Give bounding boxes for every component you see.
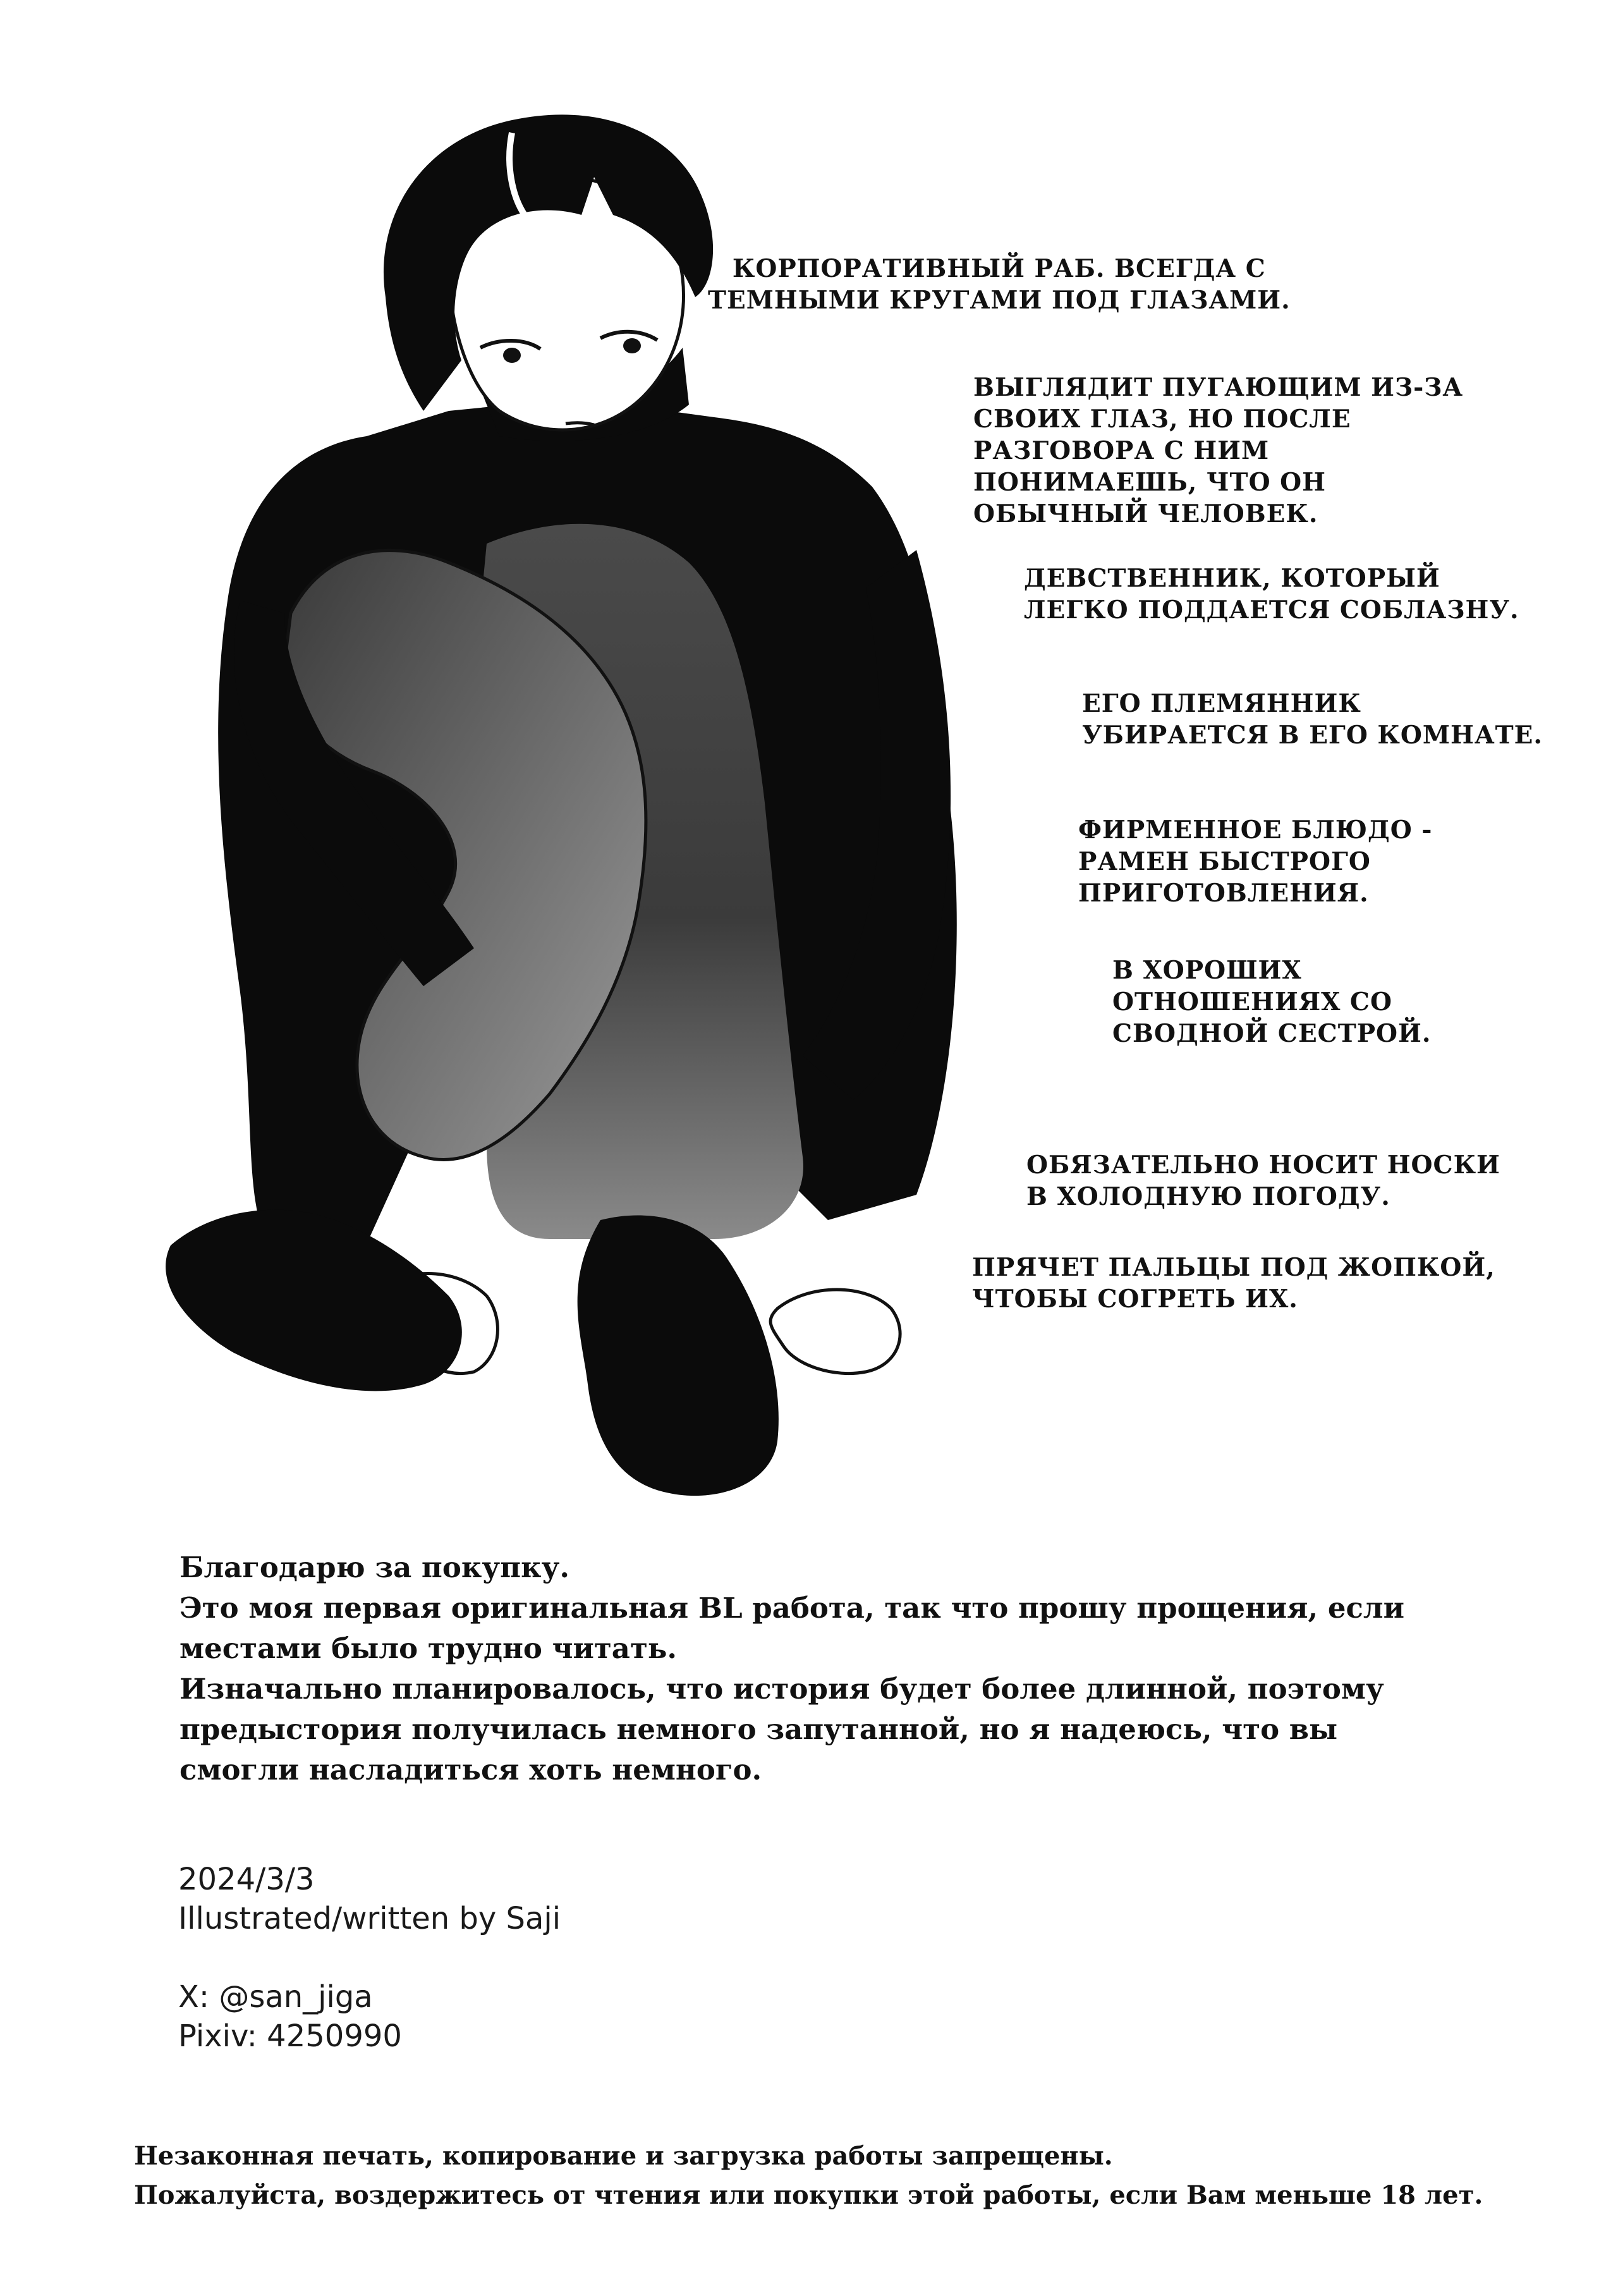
- caption-line: ДЕВСТВЕННИК, КОТОРЫЙ: [1024, 564, 1440, 593]
- caption-line: ЧТОБЫ СОГРЕТЬ ИХ.: [972, 1285, 1298, 1314]
- author-credit: Illustrated/written by Saji: [178, 1901, 561, 1936]
- afterword-line: Это моя первая оригинальная BL работа, так что прошу прощения, если: [179, 1591, 1405, 1625]
- character-illustration: [95, 107, 1106, 1530]
- afterword-line: Благодарю за покупку.: [179, 1551, 570, 1584]
- credits-block: [178, 1860, 561, 1938]
- social-block: [178, 1977, 402, 2056]
- caption-line: ВЫГЛЯДИТ ПУГАЮЩИМ ИЗ-ЗА: [973, 373, 1464, 402]
- caption-line: ОБЫЧНЫЙ ЧЕЛОВЕК.: [973, 499, 1318, 528]
- afterword-line: местами было трудно читать.: [179, 1632, 678, 1665]
- afterword-line: смогли насладиться хоть немного.: [179, 1753, 762, 1786]
- caption-line: РАМЕН БЫСТРОГО: [1078, 847, 1371, 876]
- caption-line: СВОДНОЙ СЕСТРОЙ.: [1112, 1019, 1432, 1048]
- caption-line: ПРИГОТОВЛЕНИЯ.: [1078, 879, 1369, 908]
- afterword-line: предыстория получилась немного запутанной, но я надеюсь, что вы: [179, 1713, 1338, 1746]
- caption-line: ФИРМЕННОЕ БЛЮДО -: [1078, 815, 1433, 845]
- caption-line: ЕГО ПЛЕМЯННИК: [1082, 689, 1361, 718]
- caption-line: В ХОЛОДНУЮ ПОГОДУ.: [1026, 1182, 1390, 1211]
- caption-line: СВОИХ ГЛАЗ, НО ПОСЛЕ: [973, 405, 1351, 434]
- right-foot: [578, 1216, 779, 1496]
- right-hand: [770, 1290, 900, 1374]
- caption-5: [1078, 814, 1432, 909]
- caption-4: [1082, 688, 1543, 751]
- pixiv-id: Pixiv: 4250990: [178, 2018, 402, 2054]
- caption-line: ПРЯЧЕТ ПАЛЬЦЫ ПОД ЖОПКОЙ,: [972, 1253, 1495, 1282]
- afterword: [179, 1548, 1404, 1790]
- caption-3: [1024, 563, 1519, 626]
- caption-line: ПОНИМАЕШЬ, ЧТО ОН: [973, 468, 1326, 497]
- caption-6: [1112, 955, 1431, 1049]
- caption-line: ОТНОШЕНИЯХ СО: [1112, 987, 1392, 1017]
- legal-line: Незаконная печать, копирование и загрузка работы запрещены.: [134, 2141, 1113, 2171]
- caption-line: ТЕМНЫМИ КРУГАМИ ПОД ГЛАЗАМИ.: [708, 286, 1291, 315]
- publish-date: 2024/3/3: [178, 1862, 315, 1897]
- caption-line: УБИРАЕТСЯ В ЕГО КОМНАТЕ.: [1082, 721, 1543, 750]
- caption-line: КОРПОРАТИВНЫЙ РАБ. ВСЕГДА С: [732, 254, 1266, 283]
- caption-7: [1026, 1149, 1500, 1212]
- x-handle: X: @san_jiga: [178, 1979, 373, 2015]
- caption-line: В ХОРОШИХ: [1112, 956, 1302, 985]
- caption-2: [973, 372, 1463, 530]
- caption-1: [708, 253, 1291, 316]
- caption-line: ЛЕГКО ПОДДАЕТСЯ СОБЛАЗНУ.: [1024, 595, 1519, 625]
- legal-notice: [134, 2137, 1483, 2215]
- legal-line: Пожалуйста, воздержитесь от чтения или покупки этой работы, если Вам меньше 18 лет.: [134, 2180, 1483, 2210]
- caption-line: РАЗГОВОРА С НИМ: [973, 436, 1270, 465]
- afterword-line: Изначально планировалось, что история будет более длинной, поэтому: [179, 1672, 1384, 1706]
- left-foot: [166, 1210, 462, 1391]
- caption-line: ОБЯЗАТЕЛЬНО НОСИТ НОСКИ: [1026, 1151, 1500, 1180]
- caption-8: [972, 1252, 1495, 1315]
